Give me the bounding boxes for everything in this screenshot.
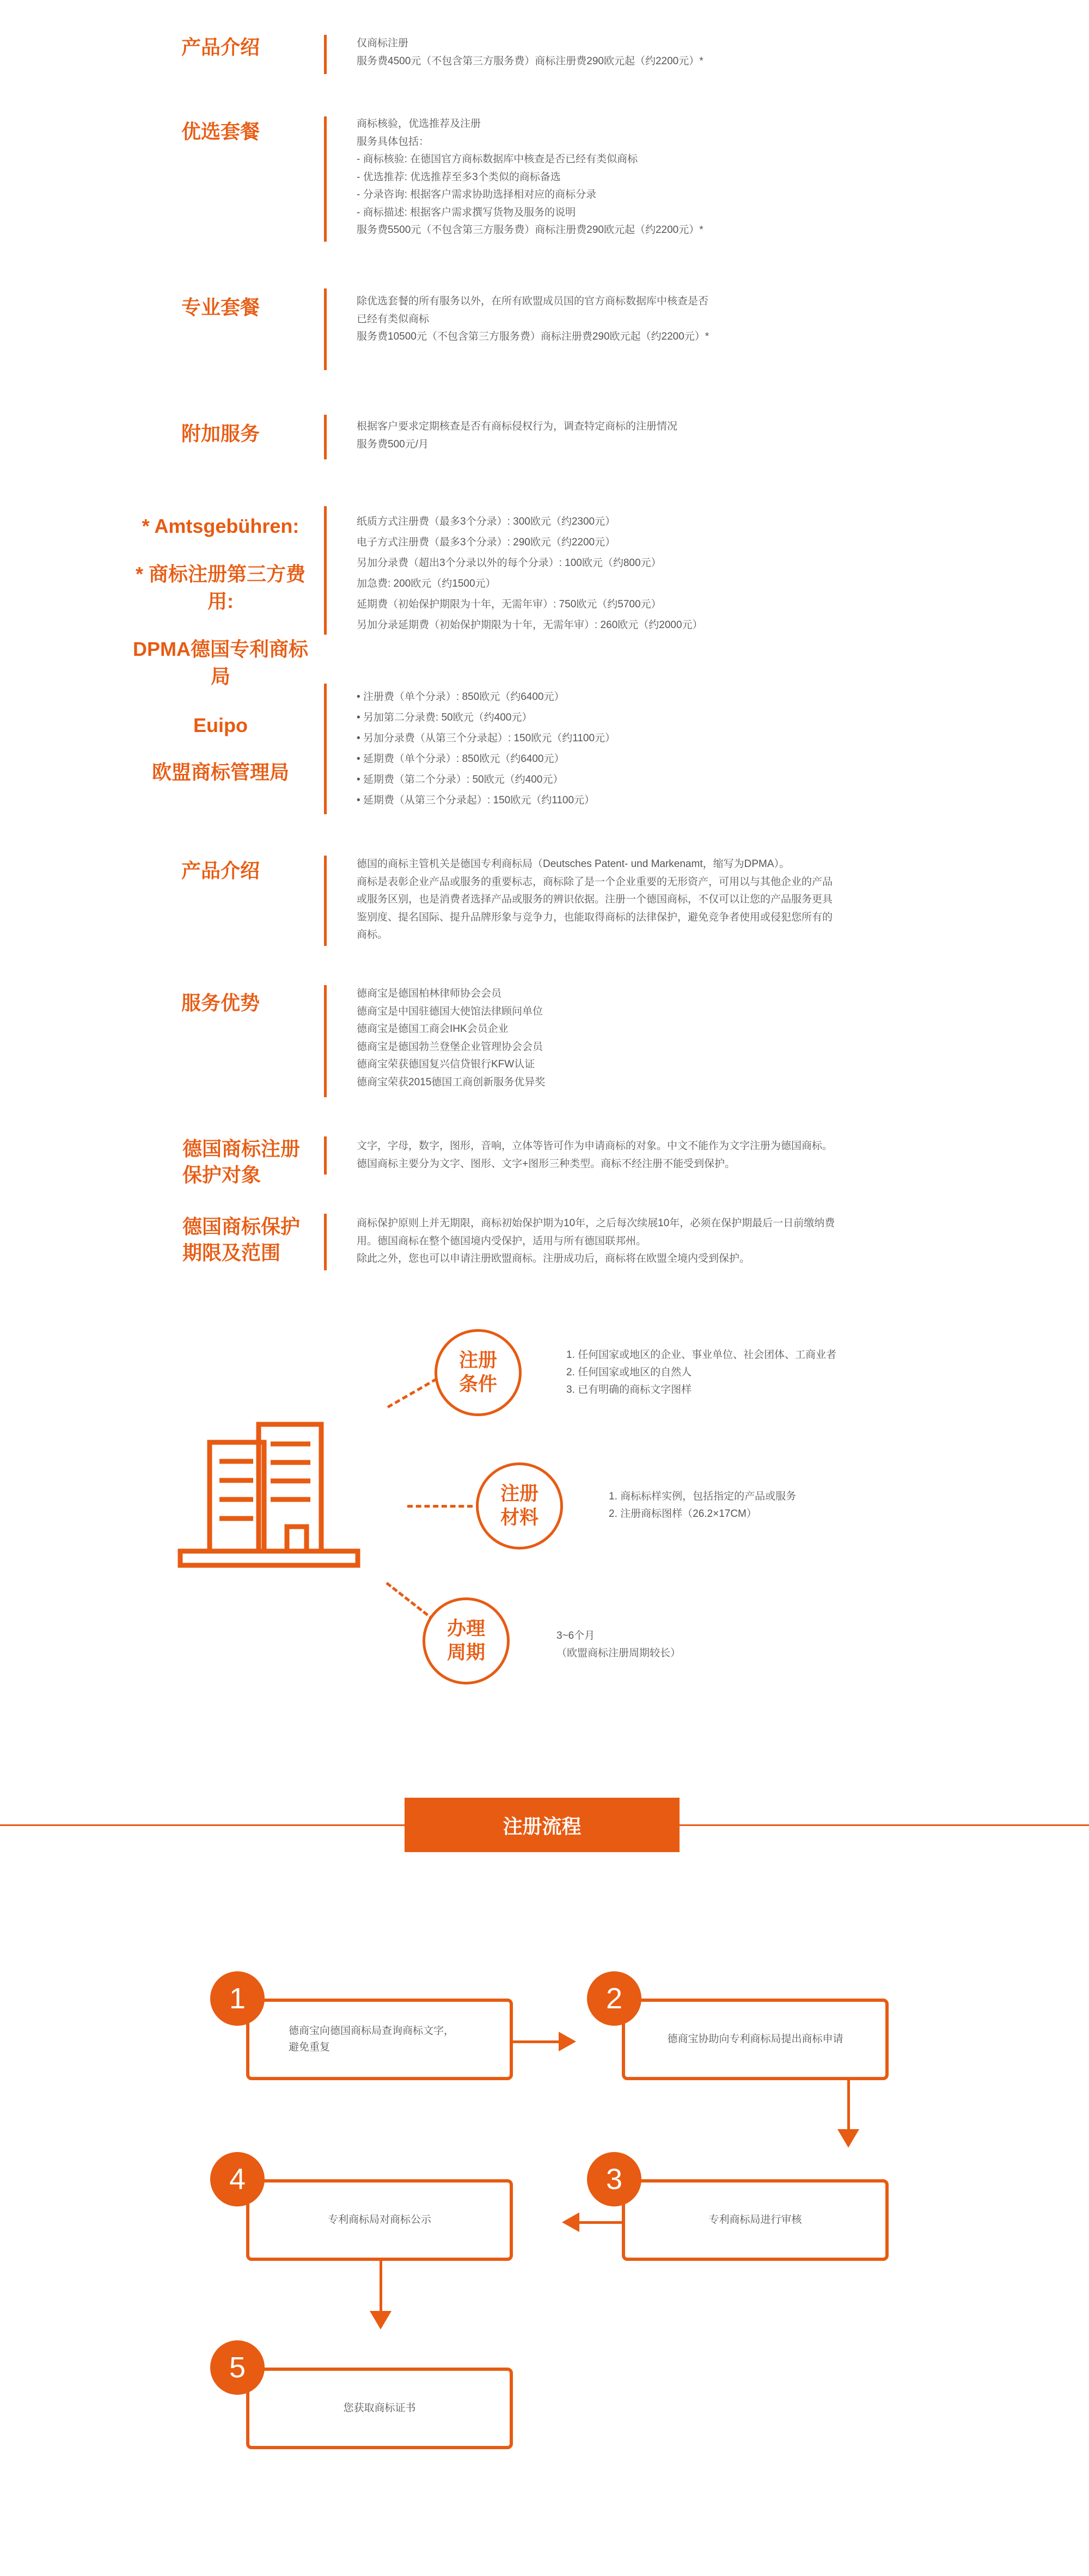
body-line: 鉴别度、提名国际、提升品牌形象与竞争力，也能取得商标的法律保护，避免竞争者使用或侵犯您所有的	[357, 911, 833, 923]
section-body-advantages	[357, 985, 901, 1091]
body-line: 商标。	[357, 929, 388, 940]
section-title-preferred: 优选套餐	[181, 120, 260, 143]
section-divider	[324, 288, 327, 370]
section-title-euipo	[131, 712, 310, 786]
body-line: 用。德国商标在整个德国境内受保护，适用与所有德国联邦州。	[357, 1235, 647, 1247]
step-number-2: 2	[587, 1971, 641, 2026]
cycle-list	[556, 1627, 681, 1662]
conditions-list	[566, 1347, 836, 1399]
body-line: 德国商标主要分为文字、图形、文字+图形三种类型。商标不经注册不能受到保护。	[357, 1158, 736, 1170]
materials-circle	[476, 1462, 563, 1550]
body-line: - 商标描述: 根据客户需求撰写货物及服务的说明	[357, 206, 576, 218]
body-line: 德商宝是中国驻德国大使馆法律顾问单位	[357, 1005, 543, 1017]
list-item: 1. 商标标样实例，包括指定的产品或服务	[609, 1491, 797, 1502]
section-title-period	[182, 1214, 362, 1266]
list-item: 1. 任何国家或地区的企业、事业单位、社会团体、工商业者	[566, 1349, 837, 1361]
section-title-objects	[182, 1136, 362, 1188]
step-box-2	[622, 1999, 889, 2080]
cycle-label: 周期	[446, 1642, 485, 1663]
body-line: 延期费（初始保护期限为十年，无需年审）: 750欧元（约5700元）	[357, 599, 662, 610]
body-line: 商标是表彰企业产品或服务的重要标志，商标除了是一个企业重要的无形资产，可用以与其他企业的产品	[357, 876, 833, 888]
list-item: 3~6个月	[556, 1630, 595, 1641]
cycle-label: 办理	[446, 1618, 485, 1639]
euipo-title-line: Euipo	[193, 714, 248, 736]
body-line: 服务费10500元（不包含第三方服务费）商标注册费290欧元起（约2200元）*	[357, 331, 709, 342]
section-title-dpma	[131, 513, 310, 690]
body-line: • 延期费（单个分录）: 850欧元（约6400元）	[357, 753, 565, 765]
step-text: 避免重复	[289, 2042, 331, 2053]
body-line: 电子方式注册费（最多3个分录）: 290欧元（约2200元）	[357, 537, 616, 548]
body-line: - 优选推荐: 优选推荐至多3个类似的商标备选	[357, 171, 561, 183]
section-body-professional	[357, 293, 901, 346]
body-line: 德商宝是德国柏林律师协会会员	[357, 988, 502, 999]
body-line: 根据客户要求定期核查是否有商标侵权行为，调查特定商标的注册情况	[357, 421, 678, 432]
body-line: 另加分录费（超出3个分录以外的每个分录）: 100欧元（约800元）	[357, 557, 662, 569]
body-line: • 另加分录费（从第三个分录起）: 150欧元（约1100元）	[357, 733, 616, 744]
section-body-intro2	[357, 856, 901, 944]
materials-label: 注册	[500, 1483, 539, 1504]
body-line: 服务具体包括：	[357, 136, 430, 147]
materials-label: 材料	[500, 1507, 539, 1528]
section-body-intro	[357, 35, 901, 70]
step-box-4	[246, 2179, 513, 2261]
arrow-right	[513, 2040, 560, 2043]
section-divider	[324, 856, 327, 946]
section-body-addon	[357, 418, 901, 453]
list-item: （欧盟商标注册周期较长）	[556, 1647, 681, 1659]
section-body-preferred	[357, 115, 901, 239]
body-line: • 注册费（单个分录）: 850欧元（约6400元）	[357, 691, 565, 703]
step-number-5: 5	[210, 2340, 265, 2395]
step-box-1	[246, 1999, 513, 2080]
objects-title-line: 德国商标注册	[182, 1138, 301, 1160]
arrow-left	[577, 2221, 623, 2224]
arrow-down	[847, 2080, 850, 2132]
body-line: • 延期费（第二个分录）: 50欧元（约400元）	[357, 774, 564, 785]
section-divider	[324, 1136, 327, 1175]
step-number-3: 3	[587, 2152, 641, 2206]
step-number-1: 1	[210, 1971, 265, 2026]
step-text: 德商宝协助向专利商标局提出商标申请	[667, 2033, 843, 2045]
section-body-objects	[357, 1138, 901, 1173]
section-title-addon: 附加服务	[181, 422, 260, 445]
arrow-head-left	[562, 2212, 579, 2232]
section-body-dpma	[357, 512, 901, 636]
euipo-title-line: 欧盟商标管理局	[151, 761, 289, 783]
materials-list	[609, 1488, 796, 1523]
body-line: 服务费5500元（不包含第三方服务费）商标注册费290欧元起（约2200元）*	[357, 224, 703, 236]
period-title-line: 期限及范围	[182, 1241, 281, 1264]
body-line: • 延期费（从第三个分录起）: 150欧元（约1100元）	[357, 795, 595, 806]
section-divider	[324, 116, 327, 242]
body-line: 商标保护原则上并无期限，商标初始保护期为10年，之后每次续展10年，必须在保护期最后一日前缴纳费	[357, 1218, 835, 1229]
process-banner: 注册流程	[405, 1798, 680, 1852]
body-line: - 分录咨询: 根据客户需求协助选择相对应的商标分录	[357, 189, 597, 200]
body-line: 另加分录延期费（初始保护期限为十年，无需年审）: 260欧元（约2000元）	[357, 619, 703, 631]
body-line: 纸质方式注册费（最多3个分录）: 300欧元（约2300元）	[357, 516, 616, 527]
body-line: 文字，字母，数字，图形，音响，立体等皆可作为申请商标的对象。中文不能作为文字注册为德国商标。	[357, 1140, 833, 1152]
body-line: 除此之外，您也可以申请注册欧盟商标。注册成功后，商标将在欧盟全境内受到保护。	[357, 1253, 750, 1264]
conditions-label: 注册	[458, 1350, 497, 1371]
section-title-professional: 专业套餐	[181, 296, 260, 318]
section-divider	[324, 506, 327, 635]
dpma-title-line: * Amtsgebühren:	[142, 515, 299, 537]
step-text: 专利商标局进行审核	[708, 2214, 802, 2225]
section-divider	[324, 1214, 327, 1270]
cycle-circle	[423, 1597, 510, 1684]
conditions-label: 条件	[458, 1374, 497, 1395]
section-body-period	[357, 1215, 901, 1268]
body-line: 服务费4500元（不包含第三方服务费）商标注册费290欧元起（约2200元）*	[357, 55, 703, 67]
arrow-head-down	[837, 2129, 859, 2148]
step-text: 您获取商标证书	[343, 2402, 416, 2414]
body-line: 已经有类似商标	[357, 313, 430, 325]
section-title-intro2: 产品介绍	[181, 859, 260, 882]
section-divider	[324, 985, 327, 1097]
building-icon	[177, 1418, 362, 1570]
step-text: 专利商标局对商标公示	[327, 2214, 431, 2225]
body-line: 商标核验，优选推荐及注册	[357, 118, 481, 130]
body-line: 加急费: 200欧元（约1500元）	[357, 578, 496, 589]
conditions-circle	[435, 1329, 522, 1416]
section-divider	[324, 415, 327, 459]
step-box-3	[622, 2179, 889, 2261]
section-title-advantages: 服务优势	[181, 992, 260, 1014]
body-line: 德国的商标主管机关是德国专利商标局（Deutsches Patent- und Markenamt，缩写为DPMA）。	[357, 858, 790, 870]
body-line: • 另加第二分录费: 50欧元（约400元）	[357, 712, 533, 723]
body-line: 服务费500元/月	[357, 438, 429, 450]
list-item: 3. 已有明确的商标文字图样	[566, 1384, 692, 1395]
section-title-intro: 产品介绍	[181, 36, 260, 58]
body-line: 德商宝是德国勃兰登堡企业管理协会会员	[357, 1041, 543, 1053]
section-body-euipo	[357, 687, 901, 811]
body-line: - 商标核验: 在德国官方商标数据库中核查是否已经有类似商标	[357, 153, 638, 165]
step-box-5	[246, 2368, 513, 2449]
body-line: 德商宝是德国工商会IHK会员企业	[357, 1023, 509, 1035]
list-item: 2. 任何国家或地区的自然人	[566, 1367, 692, 1378]
dpma-title-line: DPMA德国专利商标局	[133, 638, 308, 687]
body-line: 德商宝荣获2015德国工商创新服务优异奖	[357, 1076, 546, 1088]
body-line: 除优选套餐的所有服务以外，在所有欧盟成员国的官方商标数据库中核查是否	[357, 296, 709, 307]
objects-title-line: 保护对象	[182, 1164, 261, 1186]
period-title-line: 德国商标保护	[182, 1215, 301, 1238]
section-divider	[324, 35, 327, 74]
list-item: 2. 注册商标图样（26.2×17CM）	[609, 1508, 757, 1520]
body-line: 或服务区别，也是消费者选择产品或服务的辨识依据。注册一个德国商标，不仅可以让您的产品服务更具	[357, 894, 833, 905]
section-divider	[324, 684, 327, 814]
step-number-4: 4	[210, 2152, 265, 2206]
body-line: 德商宝荣获德国复兴信贷银行KFW认证	[357, 1059, 535, 1070]
connector-dash	[386, 1582, 435, 1621]
step-text: 德商宝向德国商标局查询商标文字，	[289, 2025, 455, 2037]
body-line: 仅商标注册	[357, 38, 409, 49]
arrow-head-right	[559, 2032, 576, 2051]
arrow-down	[380, 2261, 382, 2314]
connector-dash	[407, 1505, 473, 1508]
dpma-title-line: * 商标注册第三方费用:	[135, 563, 305, 612]
arrow-head-down	[370, 2311, 391, 2329]
